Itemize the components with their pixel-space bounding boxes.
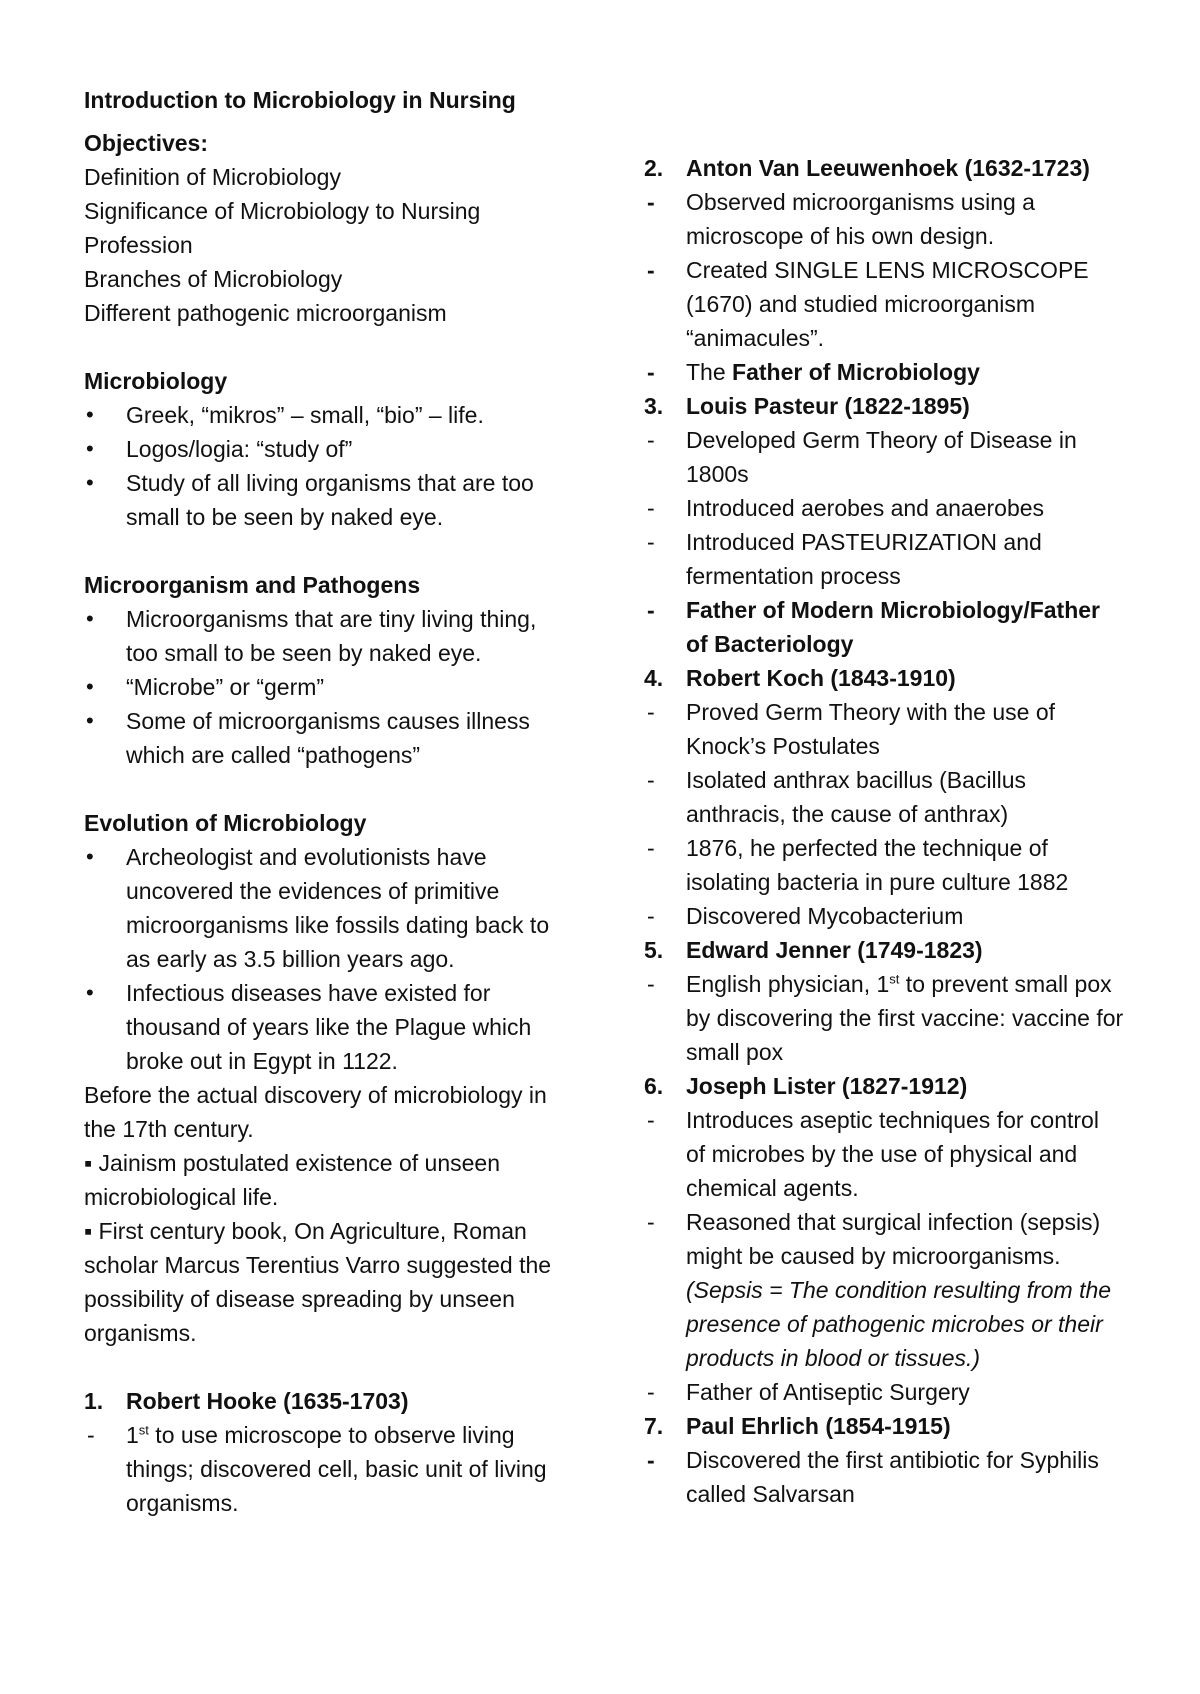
list-item: • “Microbe” or “germ” bbox=[84, 670, 564, 704]
scientist-heading bbox=[84, 1384, 564, 1418]
pathogens-list bbox=[84, 602, 564, 772]
microbiology-heading: Microbiology bbox=[84, 368, 228, 394]
pasteur-father-list bbox=[644, 593, 1124, 661]
scientist-number: 5. bbox=[644, 937, 664, 963]
lister-list bbox=[644, 1103, 1124, 1409]
list-item: - Father of Antiseptic Surgery bbox=[644, 1375, 1124, 1409]
list-item bbox=[84, 1418, 564, 1520]
scientist-name: Joseph Lister (1827-1912) bbox=[686, 1073, 968, 1099]
scientist-number: 4. bbox=[644, 665, 664, 691]
evolution-list bbox=[84, 840, 564, 1078]
text: 1 bbox=[126, 1422, 139, 1448]
father-title: Father of Modern Microbiology/Father of Bacteriology bbox=[686, 597, 1101, 657]
objective-item: Different pathogenic microorganism bbox=[84, 300, 447, 326]
scientist-heading bbox=[644, 389, 1124, 423]
superscript: st bbox=[138, 1422, 149, 1438]
scientist-name: Louis Pasteur (1822-1895) bbox=[686, 393, 970, 419]
ehrlich-list bbox=[644, 1443, 1124, 1511]
scientist-number: 1. bbox=[84, 1388, 104, 1414]
list-item: - Observed microorganisms using a microscope of his own design. bbox=[644, 185, 1124, 253]
text: Reasoned that surgical infection (sepsis) might be caused by microorganisms. bbox=[686, 1209, 1101, 1269]
list-item: - Discovered the first antibiotic for Syphilis called Salvarsan bbox=[644, 1443, 1124, 1511]
list-item: - Introduced aerobes and anaerobes bbox=[644, 491, 1124, 525]
scientist-number: 7. bbox=[644, 1413, 664, 1439]
list-item: • Archeologist and evolutionists have uncovered the evidences of primitive microorganisms like fossils dating back to as early as 3.5 billion years ago. bbox=[84, 840, 564, 976]
scientist-heading bbox=[644, 933, 1124, 967]
scientist-number: 6. bbox=[644, 1073, 664, 1099]
list-item: • Some of microorganisms causes illness which are called “pathogens” bbox=[84, 704, 564, 772]
text: to use microscope to observe living things; discovered cell, basic unit of living organisms. bbox=[126, 1422, 547, 1516]
objective-item: Branches of Microbiology bbox=[84, 266, 343, 292]
pasteur-list bbox=[644, 423, 1124, 593]
document-title: Introduction to Microbiology in Nursing bbox=[84, 87, 516, 113]
list-item: - 1876, he perfected the technique of isolating bacteria in pure culture 1882 bbox=[644, 831, 1124, 899]
sepsis-definition: (Sepsis = The condition resulting from the presence of pathogenic microbes or their products in blood or tissues.) bbox=[686, 1277, 1112, 1371]
list-item: - Developed Germ Theory of Disease in 1800s bbox=[644, 423, 1124, 491]
list-item: • Study of all living organisms that are too small to be seen by naked eye. bbox=[84, 466, 564, 534]
text: English physician, 1 bbox=[686, 971, 890, 997]
evolution-before-text: Before the actual discovery of microbiology in the 17th century. bbox=[84, 1082, 547, 1142]
list-item: - Discovered Mycobacterium bbox=[644, 899, 1124, 933]
objective-item: Definition of Microbiology bbox=[84, 164, 341, 190]
scientist-number: 2. bbox=[644, 155, 664, 181]
list-item bbox=[644, 355, 1124, 389]
jenner-list bbox=[644, 967, 1124, 1069]
koch-list bbox=[644, 695, 1124, 933]
varro-text: ▪ First century book, On Agriculture, Roman scholar Marcus Terentius Varro suggested the possibility of disease spreading by unseen organisms. bbox=[84, 1218, 552, 1346]
list-item: - Introduced PASTEURIZATION and fermentation process bbox=[644, 525, 1124, 593]
scientist-name: Robert Hooke (1635-1703) bbox=[126, 1388, 409, 1414]
objective-item: Significance of Microbiology to Nursing Profession bbox=[84, 198, 481, 258]
objectives-heading: Objectives: bbox=[84, 130, 208, 156]
left-column bbox=[84, 126, 564, 1520]
scientist-heading bbox=[644, 151, 1124, 185]
list-item: • Microorganisms that are tiny living thing, too small to be seen by naked eye. bbox=[84, 602, 564, 670]
list-item bbox=[644, 967, 1124, 1069]
scientist-heading bbox=[644, 661, 1124, 695]
scientist-number: 3. bbox=[644, 393, 664, 419]
list-item: • Infectious diseases have existed for thousand of years like the Plague which broke out in Egypt in 1122. bbox=[84, 976, 564, 1078]
list-item: • Greek, “mikros” – small, “bio” – life. bbox=[84, 398, 564, 432]
hooke-list bbox=[84, 1418, 564, 1520]
scientist-heading bbox=[644, 1069, 1124, 1103]
microbiology-list bbox=[84, 398, 564, 534]
leeuwenhoek-list bbox=[644, 185, 1124, 389]
superscript: st bbox=[889, 971, 900, 987]
scientist-heading bbox=[644, 1409, 1124, 1443]
evolution-heading: Evolution of Microbiology bbox=[84, 810, 367, 836]
scientist-name: Robert Koch (1843-1910) bbox=[686, 665, 956, 691]
list-item bbox=[644, 593, 1124, 661]
list-item: - Created SINGLE LENS MICROSCOPE (1670) and studied microorganism “animacules”. bbox=[644, 253, 1124, 355]
father-title: Father of Microbiology bbox=[732, 359, 980, 385]
scientist-name: Anton Van Leeuwenhoek (1632-1723) bbox=[686, 155, 1090, 181]
list-item bbox=[644, 1205, 1124, 1375]
pathogens-heading: Microorganism and Pathogens bbox=[84, 572, 421, 598]
scientist-name: Paul Ehrlich (1854-1915) bbox=[686, 1413, 951, 1439]
text: to prevent small pox by discovering the first vaccine: vaccine for small pox bbox=[686, 971, 1124, 1065]
jainism-text: ▪ Jainism postulated existence of unseen microbiological life. bbox=[84, 1150, 501, 1210]
list-item: - Introduces aseptic techniques for control of microbes by the use of physical and chemical agents. bbox=[644, 1103, 1124, 1205]
scientist-name: Edward Jenner (1749-1823) bbox=[686, 937, 983, 963]
list-item: - Proved Germ Theory with the use of Knock’s Postulates bbox=[644, 695, 1124, 763]
list-item: • Logos/logia: “study of” bbox=[84, 432, 564, 466]
right-column bbox=[644, 151, 1124, 1511]
text: The bbox=[686, 359, 733, 385]
list-item: - Isolated anthrax bacillus (Bacillus anthracis, the cause of anthrax) bbox=[644, 763, 1124, 831]
